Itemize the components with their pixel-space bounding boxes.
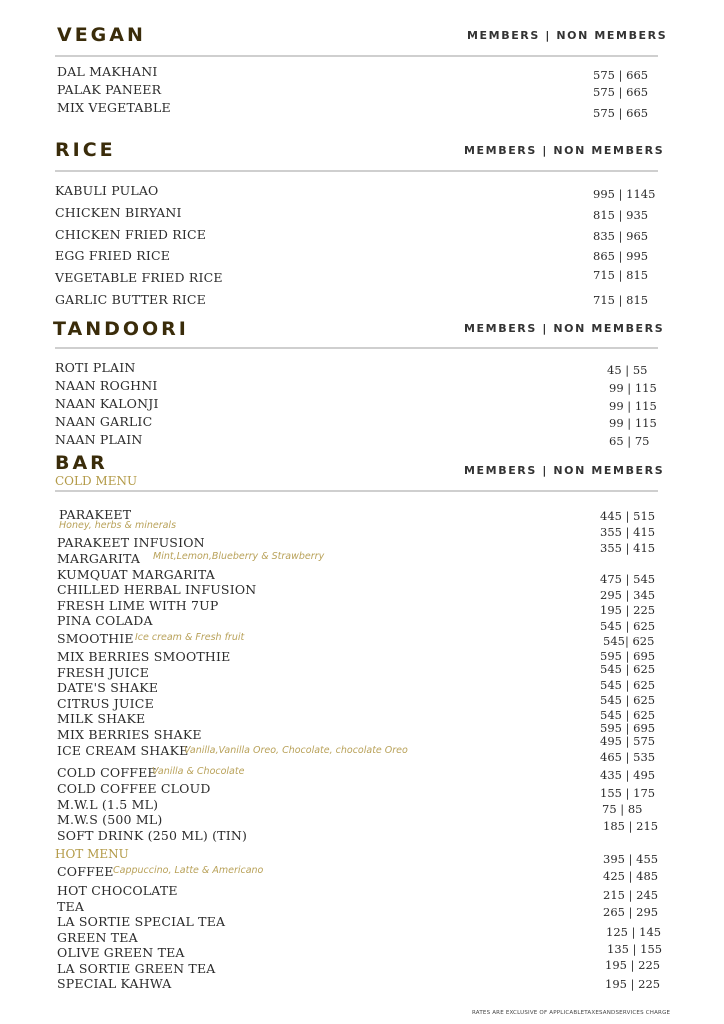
menu-item: PALAK PANEER	[57, 82, 162, 97]
menu-price: 75 | 85	[602, 802, 643, 816]
menu-item: CITRUS JUICE	[57, 696, 154, 711]
menu-price: 125 | 145	[606, 925, 662, 939]
menu-item: GARLIC BUTTER RICE	[55, 292, 206, 307]
tandoori-price-header: MEMBERS | NON MEMBERS	[464, 322, 665, 335]
menu-price: 595 | 695	[600, 649, 656, 663]
menu-item: EGG FRIED RICE	[55, 248, 171, 263]
menu-item: NAAN ROGHNI	[55, 378, 158, 393]
menu-item: LA SORTIE SPECIAL TEA	[57, 914, 226, 929]
menu-item: VEGETABLE FRIED RICE	[55, 270, 223, 285]
menu-item: M.W.S (500 ML)	[57, 812, 163, 827]
menu-price: 595 | 695	[600, 721, 656, 735]
menu-price: 545 | 625	[600, 619, 656, 633]
rice-divider	[55, 170, 658, 172]
menu-price: 815 | 935	[593, 208, 649, 222]
menu-price: 835 | 965	[593, 229, 649, 243]
menu-price: 45 | 55	[607, 363, 648, 377]
menu-item: CHICKEN BIRYANI	[55, 205, 182, 220]
bar-divider	[55, 490, 658, 492]
menu-price: 495 | 575	[600, 734, 656, 748]
menu-price: 215 | 245	[603, 888, 659, 902]
menu-item: COLD COFFEE CLOUD	[57, 781, 211, 796]
menu-price: 425 | 485	[603, 869, 659, 883]
tandoori-title: TANDOORI	[53, 318, 189, 340]
menu-price: 185 | 215	[603, 819, 659, 833]
menu-price: 545 | 625	[600, 693, 656, 707]
menu-item: DATE'S SHAKE	[57, 680, 159, 695]
menu-price: 575 | 665	[593, 85, 649, 99]
rice-title: RICE	[55, 139, 116, 161]
bar-price-header: MEMBERS | NON MEMBERS	[464, 464, 665, 477]
menu-price: 355 | 415	[600, 525, 656, 539]
menu-item: HOT CHOCOLATE	[57, 883, 178, 898]
menu-price: 65 | 75	[609, 434, 650, 448]
menu-item: MIX BERRIES SMOOTHIE	[57, 649, 231, 664]
menu-price: 445 | 515	[600, 509, 656, 523]
menu-item: MIX VEGETABLE	[57, 100, 171, 115]
menu-price: 395 | 455	[603, 852, 659, 866]
menu-price: 155 | 175	[600, 786, 656, 800]
menu-item: KABULI PULAO	[55, 183, 159, 198]
menu-item: ICE CREAM SHAKE	[57, 743, 189, 758]
menu-item: PARAKEET	[59, 507, 132, 522]
menu-price: 865 | 995	[593, 249, 649, 263]
menu-item: DAL MAKHANI	[57, 64, 158, 79]
menu-price: 715 | 815	[593, 293, 649, 307]
menu-price: 465 | 535	[600, 750, 656, 764]
menu-price: 545| 625	[603, 634, 655, 648]
menu-item: KUMQUAT MARGARITA	[57, 567, 215, 582]
menu-item: COFFEE	[57, 864, 114, 879]
tandoori-divider	[55, 347, 658, 349]
menu-item: SOFT DRINK (250 ML) (TIN)	[57, 828, 248, 843]
tax-disclaimer: RATES ARE EXCLUSIVE OF APPLICABLETAXESANDSERVICES CHARGE	[472, 1010, 671, 1016]
hot-menu-label: HOT MENU	[55, 847, 129, 861]
menu-item: MIX BERRIES SHAKE	[57, 727, 202, 742]
menu-item: CHILLED HERBAL INFUSION	[57, 582, 257, 597]
menu-item: COLD COFFEE	[57, 765, 157, 780]
menu-price: 265 | 295	[603, 905, 659, 919]
vegan-title: VEGAN	[57, 24, 146, 46]
menu-item: NAAN PLAIN	[55, 432, 143, 447]
item-note: Ice cream & Fresh fruit	[135, 632, 245, 643]
vegan-price-header: MEMBERS | NON MEMBERS	[467, 29, 668, 42]
menu-item: FRESH LIME WITH 7UP	[57, 598, 219, 613]
item-note: Cappuccino, Latte & Americano	[113, 865, 264, 876]
item-note: Mint,Lemon,Blueberry & Strawberry	[153, 551, 325, 562]
menu-item: MILK SHAKE	[57, 711, 146, 726]
menu-item: SPECIAL KAHWA	[57, 976, 172, 991]
menu-price: 715 | 815	[593, 268, 649, 282]
menu-price: 99 | 115	[609, 381, 657, 395]
menu-item: NAAN GARLIC	[55, 414, 153, 429]
rice-price-header: MEMBERS | NON MEMBERS	[464, 144, 665, 157]
vegan-divider	[55, 55, 658, 57]
menu-item: LA SORTIE GREEN TEA	[57, 961, 216, 976]
menu-price: 99 | 115	[609, 399, 657, 413]
menu-price: 545 | 625	[600, 708, 656, 722]
menu-item: OLIVE GREEN TEA	[57, 945, 185, 960]
menu-price: 135 | 155	[607, 942, 663, 956]
item-note: Vanilla,Vanilla Oreo, Chocolate, chocolate Oreo	[184, 745, 408, 756]
menu-price: 995 | 1145	[593, 187, 656, 201]
menu-item: CHICKEN FRIED RICE	[55, 227, 207, 242]
bar-title: BAR	[55, 452, 108, 474]
item-note: Vanilla & Chocolate	[152, 766, 245, 777]
menu-price: 355 | 415	[600, 541, 656, 555]
menu-price: 195 | 225	[605, 958, 661, 972]
menu-price: 435 | 495	[600, 768, 656, 782]
menu-price: 545 | 625	[600, 678, 656, 692]
item-note: Honey, herbs & minerals	[59, 520, 177, 531]
menu-item: GREEN TEA	[57, 930, 138, 945]
menu-item: MARGARITA	[57, 551, 141, 566]
menu-item: PARAKEET INFUSION	[57, 535, 205, 550]
menu-price: 99 | 115	[609, 416, 657, 430]
menu-price: 475 | 545	[600, 572, 656, 586]
menu-item: FRESH JUICE	[57, 665, 150, 680]
menu-price: 195 | 225	[600, 603, 656, 617]
menu-item: TEA	[57, 899, 85, 914]
menu-item: PINA COLADA	[57, 613, 153, 628]
menu-item: NAAN KALONJI	[55, 396, 159, 411]
menu-item: SMOOTHIE	[57, 631, 134, 646]
menu-price: 195 | 225	[605, 977, 661, 991]
menu-item: M.W.L (1.5 ML)	[57, 797, 159, 812]
menu-price: 575 | 665	[593, 68, 649, 82]
cold-menu-label: COLD MENU	[55, 474, 138, 488]
menu-item: ROTI PLAIN	[55, 360, 136, 375]
menu-price: 575 | 665	[593, 106, 649, 120]
menu-price: 545 | 625	[600, 662, 656, 676]
menu-price: 295 | 345	[600, 588, 656, 602]
